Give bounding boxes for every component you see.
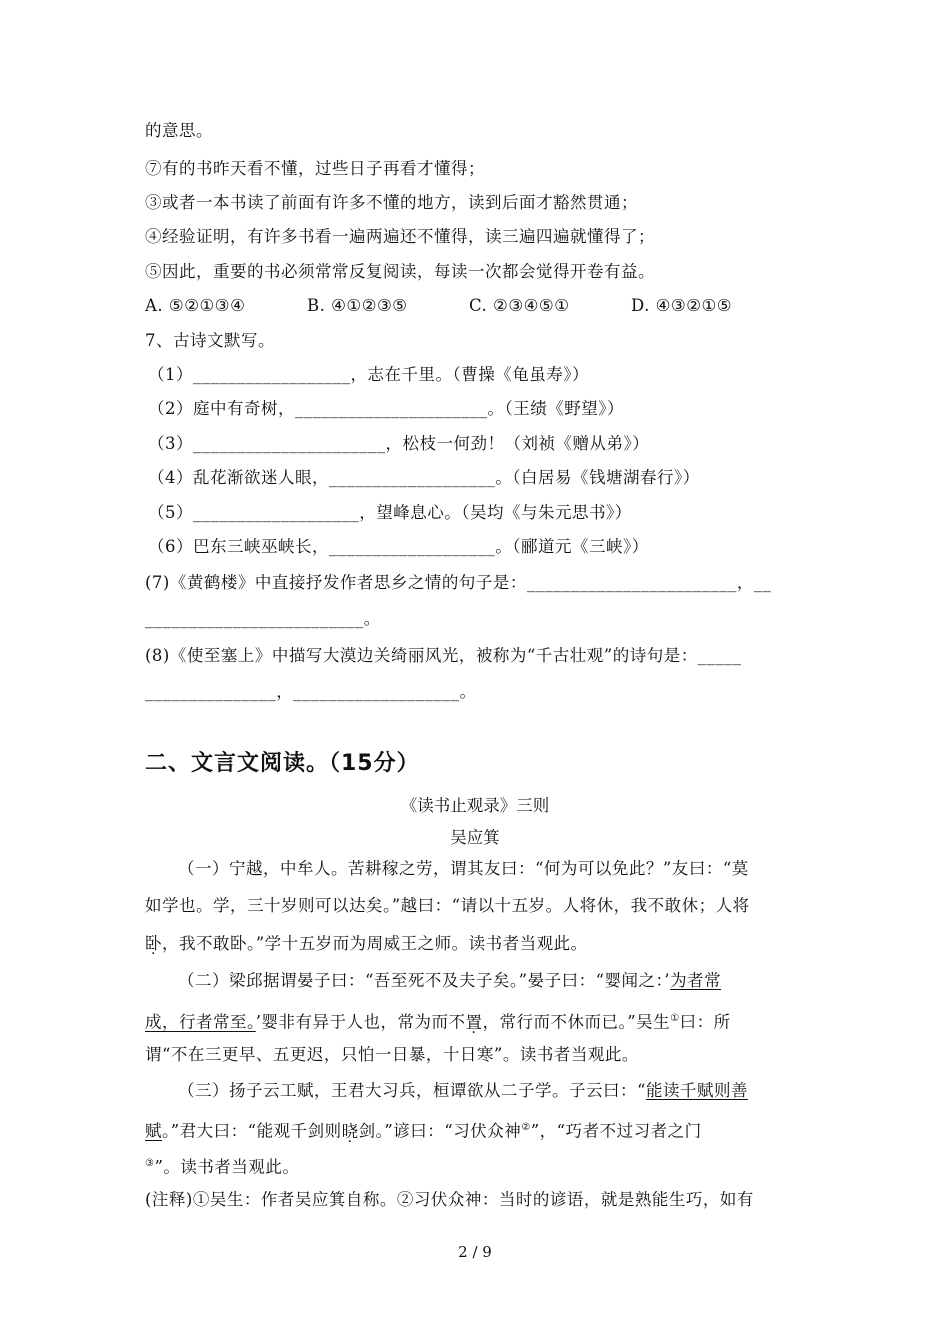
fill-blank-item: （3）______________________，松枝一何劲！（刘祯《赠从弟》） <box>148 434 650 453</box>
fill-blank-item: （1）__________________，志在千里。（曹操《龟虽寿》） <box>148 365 589 384</box>
answer-options <box>145 295 732 317</box>
option-c: C. ②③④⑤① <box>469 296 570 315</box>
annotation-line: (注释)①吴生：作者吴应箕自称。②习伏众神：当时的谚语，就是熟能生巧，如有 <box>145 1190 754 1209</box>
passage-text: ”，“巧者不过习者之门 <box>530 1121 702 1141</box>
text-line: ④经验证明，有许多书看一遍两遍还不懂得，读三遍四遍就懂得了； <box>145 227 655 246</box>
text-line: ⑦有的书昨天看不懂，过些日子再看才懂得； <box>145 159 485 178</box>
underlined-text: 成，行者常至。 <box>145 1012 256 1032</box>
option-a: A. ⑤②①③④ <box>145 296 246 315</box>
underlined-text: 能读千赋则善 <box>645 1081 748 1100</box>
fill-blank-item: （6）巴东三峡巫峡长，___________________。（郦道元《三峡》） <box>148 537 649 556</box>
passage-text: 。”君大曰：“能观千剑则 <box>162 1121 342 1141</box>
fill-blank-item: （4）乱花渐欲迷人眼，___________________。（白居易《钱塘湖春行》） <box>148 468 700 487</box>
text-line: ③或者一本书读了前面有许多不懂的地方，读到后面才豁然贯通； <box>145 193 638 212</box>
passage-author: 吴应箕 <box>450 828 500 847</box>
passage-text: ，常行而不休而已。”吴生 <box>482 1012 671 1032</box>
passage-line <box>145 933 588 955</box>
footnote-marker: ③ <box>145 1158 155 1169</box>
question-title: 7、古诗文默写。 <box>145 331 275 350</box>
emphasis-char: 晓 <box>341 1121 359 1141</box>
passage-line <box>145 1117 702 1143</box>
passage-line <box>145 1008 731 1034</box>
page-number: 2 / 9 <box>458 1243 492 1261</box>
fill-blank-item: (7)《黄鹤楼》中直接抒发作者思乡之情的句子是：________________________，__ <box>145 573 772 592</box>
passage-line: 如学也。学，三十岁则可以达矣。”越曰：“请以十五岁。人将休，我不敢休；人将 <box>145 896 750 915</box>
passage-line <box>178 970 721 992</box>
passage-line <box>145 1153 299 1179</box>
passage-line: （一）宁越，中牟人。苦耕稼之劳，谓其友曰：“何为可以免此？”友曰：“莫 <box>178 859 749 878</box>
fill-blank-item: (8)《使至塞上》中描写大漠边关绮丽风光，被称为“千古壮观”的诗句是：_____ <box>145 646 742 665</box>
footnote-marker: ② <box>521 1122 531 1133</box>
text-line: 的意思。 <box>145 121 213 140</box>
passage-text: ，我不敢卧。”学十五岁而为周威王之师。读书者当观此。 <box>162 934 588 953</box>
passage-line <box>178 1080 748 1102</box>
passage-text: 剑。”谚曰：“习伏众神 <box>358 1121 522 1141</box>
passage-text: ’婴非有异于人也，常为而不 <box>255 1012 466 1032</box>
emphasis-char: 置 <box>465 1012 483 1032</box>
fill-blank-item: （5）___________________，望峰息心。（吴均《与朱元思书》） <box>148 503 632 522</box>
fill-blank-item: （2）庭中有奇树，______________________。（王绩《野望》） <box>148 399 624 418</box>
footnote-marker: ① <box>670 1013 680 1024</box>
passage-text: ”。读书者当观此。 <box>154 1157 300 1177</box>
fill-blank-item: _________________________。 <box>145 609 381 628</box>
passage-text: 曰：所 <box>679 1012 731 1032</box>
passage-text: （三）扬子云工赋，王君大习兵，桓谭欲从二子学。子云曰：“ <box>178 1081 646 1100</box>
passage-text: （二）梁邱据谓晏子曰：“吾至死不及夫子矣。”晏子曰：“婴闻之：’ <box>178 971 671 990</box>
emphasis-char: 卧 <box>145 934 162 953</box>
option-d: D. ④③②①⑤ <box>631 296 733 315</box>
section-heading: 二、文言文阅读。（15分） <box>145 751 420 776</box>
underlined-text: 为者常 <box>670 971 722 990</box>
passage-line: 谓“不在三更早、五更迟，只怕一日暴，十日寒”。读书者当观此。 <box>145 1045 639 1064</box>
underlined-text: 赋 <box>145 1121 162 1141</box>
fill-blank-item: _______________，___________________。 <box>145 682 477 701</box>
text-line: ⑤因此，重要的书必须常常反复阅读，每读一次都会觉得开卷有益。 <box>145 262 655 281</box>
passage-title: 《读书止观录》三则 <box>400 796 550 815</box>
option-b: B. ④①②③⑤ <box>307 296 408 315</box>
